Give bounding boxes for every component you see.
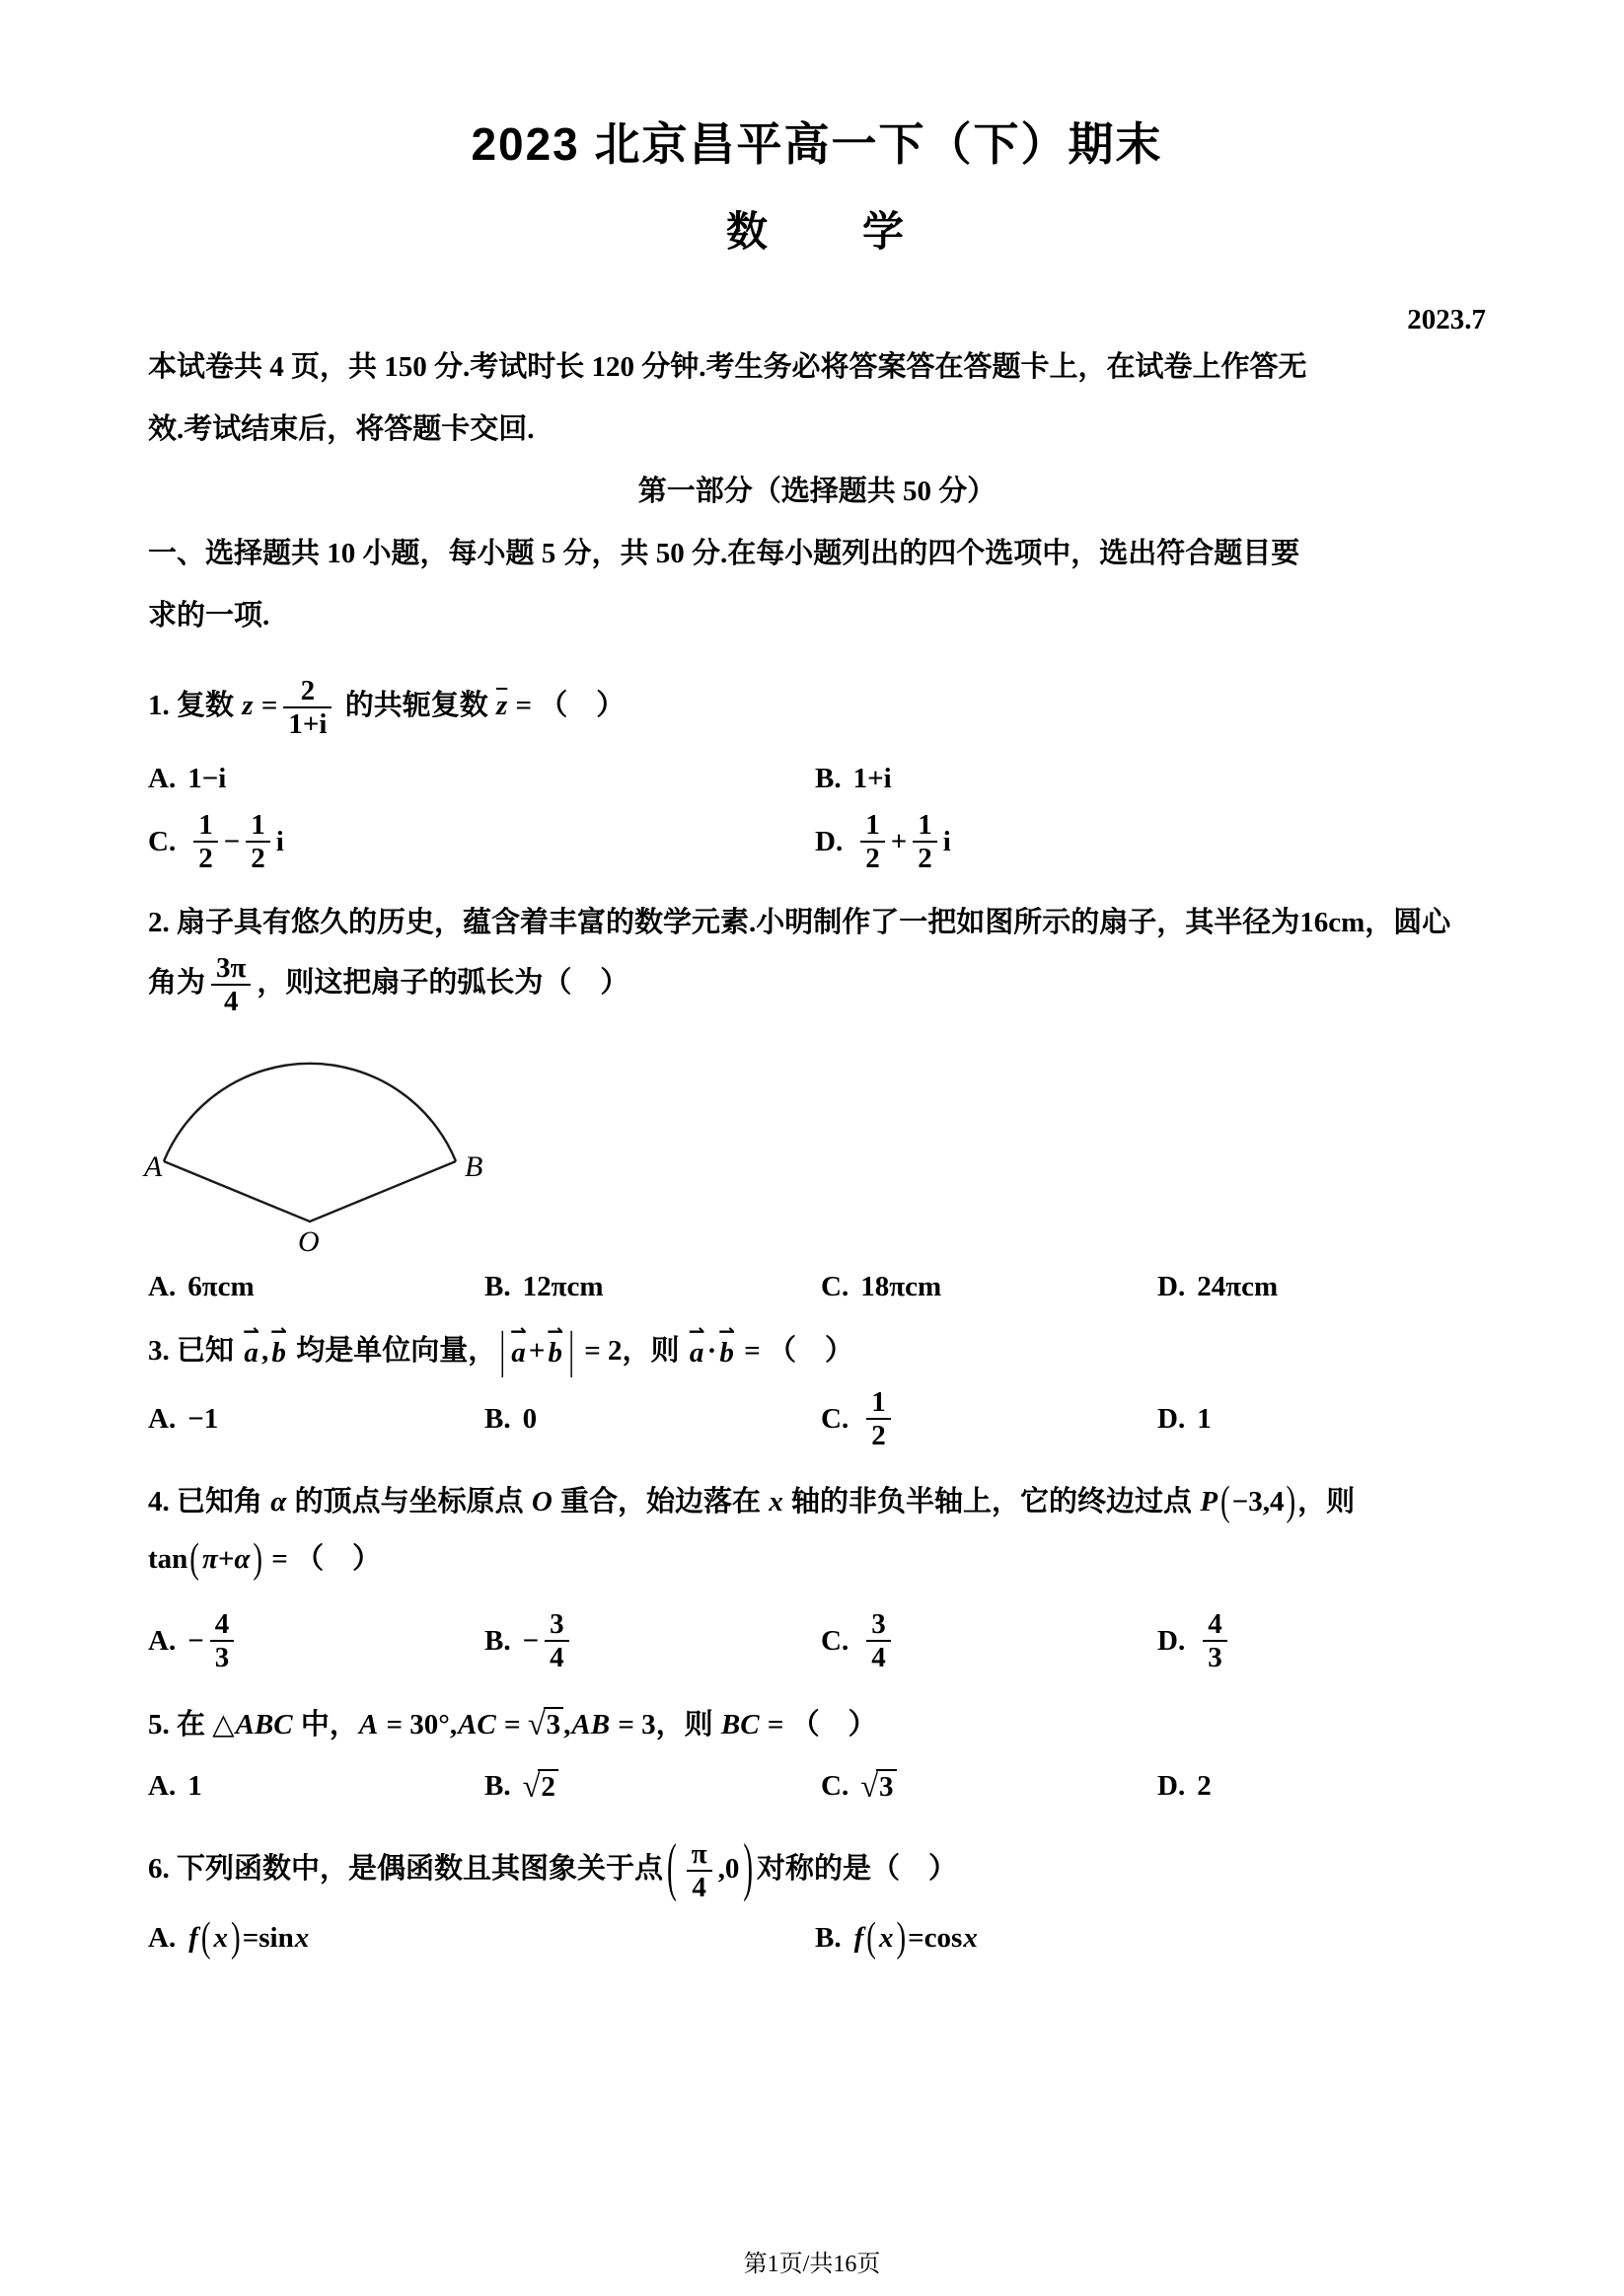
left-paren: ( [1220, 1478, 1230, 1524]
question-3-stem [148, 1318, 1486, 1379]
q5-option-b [484, 1768, 821, 1805]
math-var-x: x [294, 1921, 310, 1954]
q1-options-row-1 [148, 763, 1486, 795]
option-label: D. [1157, 1402, 1186, 1435]
option-value: 12πcm [522, 1270, 604, 1302]
q3-value: = 2 [584, 1334, 623, 1367]
q4-option-b [484, 1608, 821, 1674]
fraction-denominator: 2 [251, 843, 265, 875]
equals-sign: = [504, 1708, 521, 1741]
abs-bar: | [499, 1321, 506, 1379]
point-o-label: O [298, 1224, 320, 1255]
math-var-b: b [719, 1336, 734, 1369]
fan-sector-figure [142, 1046, 517, 1255]
option-label: D. [1157, 1624, 1186, 1657]
q5-text-1: 5. 在 [148, 1708, 213, 1741]
option-label: C. [821, 1769, 849, 1802]
option-value: 1−i [187, 762, 227, 794]
option-label: B. [815, 1921, 842, 1954]
plus-operator: + [528, 1334, 546, 1367]
radical-sign: √ [527, 1706, 546, 1742]
q1-option-c [148, 809, 815, 875]
math-var-z: z [242, 690, 254, 722]
option-label: C. [821, 1624, 849, 1657]
equals-sign: = [908, 1921, 924, 1954]
vector-arrow-icon: ⇀ [547, 1318, 564, 1343]
option-label: A. [148, 1769, 177, 1802]
vector-arrow-icon: ⇀ [688, 1318, 705, 1343]
fan-arc [164, 1064, 456, 1161]
plus-operator: + [890, 825, 908, 857]
fraction-denominator: 4 [692, 1872, 706, 1904]
option-label: D. [1157, 1270, 1186, 1302]
math-fraction [866, 1608, 891, 1674]
left-paren: ( [866, 1914, 876, 1961]
page-title: 2023 北京昌平高一下（下）期末 [471, 118, 1163, 170]
option-value: 24πcm [1197, 1270, 1279, 1302]
q6-text-2: 对称的是（ ） [757, 1852, 958, 1885]
cos-function: cos [923, 1921, 963, 1954]
q4-text-1: 4. 已知角 [148, 1485, 270, 1518]
part1-heading: 第一部分（选择题共 50 分） [637, 476, 997, 507]
fraction-denominator: 3 [214, 1642, 230, 1674]
fraction-numerator: 4 [1203, 1608, 1227, 1642]
fraction-denominator: 2 [871, 1420, 886, 1452]
abs-bar: | [568, 1321, 574, 1379]
q4-text-4: 轴的非负半轴上，它的终边过点 [783, 1485, 1200, 1518]
math-fraction [211, 952, 251, 1018]
option-label: B. [484, 1624, 511, 1657]
right-paren: ) [743, 1832, 753, 1904]
fraction-numerator: 3 [866, 1608, 891, 1642]
math-var-x: x [213, 1921, 229, 1954]
option-label: C. [821, 1270, 849, 1302]
option-label: C. [821, 1402, 849, 1435]
q2-option-b [484, 1271, 821, 1303]
q4-options-row [148, 1608, 1486, 1674]
q3-option-a [148, 1403, 484, 1436]
radical-sign: √ [860, 1768, 879, 1805]
fraction-denominator: 2 [198, 843, 213, 875]
option-label: B. [484, 1402, 511, 1435]
left-paren: ( [189, 1535, 199, 1582]
q3-option-b [484, 1403, 821, 1436]
q2-text-1: 角为 [148, 967, 206, 999]
point-coordinates: −3,4 [1231, 1485, 1285, 1518]
comma: , [563, 1708, 571, 1741]
radical-sign: √ [522, 1768, 541, 1805]
sin-function: sin [258, 1921, 294, 1954]
fraction-denominator: 4 [871, 1642, 886, 1674]
math-var-f: f [188, 1921, 198, 1954]
math-fraction [246, 809, 270, 875]
tan-function: tan [148, 1542, 188, 1575]
fraction-denominator: 4 [550, 1642, 564, 1674]
q5-answer-blank: = （ ） [767, 1708, 877, 1741]
math-fraction [1203, 1608, 1227, 1674]
q5-options-row [148, 1768, 1486, 1805]
right-paren: ) [231, 1914, 241, 1961]
option-label: D. [1157, 1769, 1186, 1802]
option-value: −1 [187, 1402, 219, 1435]
q1-option-d [815, 809, 951, 875]
right-paren: ) [253, 1535, 263, 1582]
fraction-numerator: π [687, 1838, 712, 1872]
exam-date: 2023.7 [1407, 304, 1486, 335]
q3-option-c [821, 1386, 1157, 1452]
vector-b [547, 1318, 564, 1369]
question-5-stem [148, 1704, 1486, 1744]
fraction-numerator: 3π [211, 952, 251, 986]
q1-options-row-2 [148, 809, 1486, 875]
section1-instruction-line-2: 求的一项. [148, 600, 270, 631]
math-fraction [687, 1838, 712, 1904]
math-var-ABC: ABC [235, 1708, 293, 1741]
option-label: B. [815, 762, 842, 794]
q6-options-row [148, 1914, 1486, 1961]
math-var-x: x [878, 1921, 894, 1954]
radicand: 3 [876, 1769, 897, 1803]
q3-answer-blank: = （ ） [744, 1334, 854, 1367]
question-1-stem [148, 675, 1486, 741]
option-label: A. [148, 1921, 177, 1954]
option-label: B. [484, 1769, 511, 1802]
q2-option-a [148, 1271, 484, 1303]
section1-instruction-line-1: 一、选择题共 10 小题，每小题 5 分，共 50 分.在每小题列出的四个选项中，选出符合题目要 [148, 538, 1300, 569]
q1-answer-blank: = （ ） [515, 690, 626, 722]
math-var-x: x [769, 1485, 783, 1518]
fraction-numerator: 3 [545, 1608, 569, 1642]
q5-angle-value: = 30°, [386, 1708, 458, 1741]
square-root [523, 1768, 558, 1805]
point-a-label: A [144, 1149, 163, 1183]
fraction-numerator: 1 [866, 1386, 891, 1420]
right-paren: ) [1286, 1478, 1296, 1524]
subject-title: 数 学 [725, 208, 908, 255]
equals-sign: = [260, 690, 278, 722]
fraction-numerator: 1 [193, 809, 218, 843]
square-root [527, 1706, 563, 1742]
question-4-stem-line-1 [148, 1478, 1486, 1524]
fraction-numerator: 1 [913, 809, 937, 843]
fan-radii [164, 1161, 456, 1222]
q5-text-3: ，则 [655, 1708, 720, 1741]
vector-arrow-icon: ⇀ [718, 1318, 735, 1343]
q3-text-3: ，则 [622, 1334, 687, 1367]
q5-AB-value: = 3 [618, 1708, 656, 1741]
math-fraction [866, 1386, 891, 1452]
math-var-a: a [244, 1336, 258, 1369]
q4-option-c [821, 1608, 1157, 1674]
math-var-x: x [963, 1921, 978, 1954]
q4-text-3: 重合，始边落在 [553, 1485, 769, 1518]
option-label: C. [148, 825, 177, 857]
math-fraction [283, 675, 332, 741]
q3-options-row [148, 1386, 1486, 1452]
intro-line-1: 本试卷共 4 页，共 150 分.考试时长 120 分钟.考生务必将答案答在答题卡上，在试卷上作答无 [148, 351, 1307, 383]
left-paren: ( [667, 1832, 677, 1904]
option-value: 0 [522, 1402, 538, 1435]
question-2-stem-line-2 [148, 952, 1486, 1018]
q1-text-1: 1. 复数 [148, 690, 242, 722]
question-2-stem-line-1: 2. 扇子具有悠久的历史，蕴含着丰富的数学元素.小明制作了一把如图所示的扇子，其半径为16cm，圆心 [148, 906, 1451, 938]
minus-operator: − [187, 1624, 204, 1657]
math-fraction [913, 809, 937, 875]
vector-arrow-icon: ⇀ [243, 1318, 260, 1343]
option-label: A. [148, 1270, 177, 1302]
math-var-a: a [511, 1336, 526, 1369]
math-fraction [210, 1608, 235, 1674]
vector-b [270, 1318, 288, 1369]
vector-arrow-icon: ⇀ [270, 1318, 288, 1343]
option-value: 1 [187, 1769, 202, 1802]
option-value: 18πcm [860, 1270, 942, 1302]
q4-option-a [148, 1608, 484, 1674]
square-root [860, 1768, 896, 1805]
math-var-BC: BC [720, 1708, 760, 1741]
vector-b [718, 1318, 735, 1369]
math-var-f: f [853, 1921, 864, 1954]
q1-text-2: 的共轭复数 [337, 690, 495, 722]
option-value: 1+i [852, 762, 892, 794]
vector-arrow-icon: ⇀ [510, 1318, 527, 1343]
fraction-numerator: 4 [210, 1608, 235, 1642]
math-var-A: A [358, 1708, 379, 1741]
option-value: 2 [1197, 1769, 1212, 1802]
tan-argument: π+α [201, 1542, 251, 1575]
math-var-b: b [271, 1336, 286, 1369]
radicand: 2 [538, 1769, 558, 1803]
fraction-denominator: 4 [223, 986, 239, 1018]
math-fraction [860, 809, 885, 875]
q3-option-d [1157, 1403, 1212, 1436]
q1-option-a [148, 763, 815, 795]
math-var-z-conjugate: $\overline{z}$ [495, 690, 508, 722]
q2-text-2: ，则这把扇子的弧长为（ ） [257, 967, 629, 999]
question-4-stem-line-2 [148, 1535, 1486, 1582]
q4-text-5: ，则 [1297, 1485, 1356, 1518]
q6-option-b [815, 1914, 979, 1961]
option-label: D. [815, 825, 844, 857]
math-var-a: a [689, 1336, 704, 1369]
q5-option-a [148, 1770, 484, 1803]
imaginary-unit: i [275, 825, 284, 857]
q5-text-2: 中， [293, 1708, 358, 1741]
fraction-denominator: 2 [865, 843, 880, 875]
option-label: A. [148, 1402, 177, 1435]
q3-text-1: 3. 已知 [148, 1334, 242, 1367]
math-var-alpha: α [270, 1485, 287, 1518]
math-var-P: P [1200, 1485, 1218, 1518]
fraction-numerator: 1 [246, 809, 270, 843]
vector-a [688, 1318, 705, 1369]
math-fraction [545, 1608, 569, 1674]
q5-option-c [821, 1768, 1157, 1805]
math-fraction [193, 809, 218, 875]
q6-point-second-coord: ,0 [717, 1852, 740, 1885]
comma: , [261, 1334, 269, 1367]
q3-text-2: 均是单位向量， [289, 1334, 497, 1367]
option-label: B. [484, 1270, 511, 1302]
page-number: 第1页/共16页 [743, 2252, 881, 2277]
fraction-denominator: 2 [918, 843, 932, 875]
q4-option-d [1157, 1608, 1233, 1674]
vector-a [243, 1318, 260, 1369]
q2-option-c [821, 1271, 1157, 1303]
question-6-stem [148, 1832, 1486, 1904]
math-var-AC: AC [458, 1708, 496, 1741]
q2-options-row [148, 1271, 1486, 1303]
option-label: A. [148, 762, 177, 794]
q4-answer-blank: = （ ） [271, 1542, 382, 1575]
intro-line-2: 效.考试结束后，将答题卡交回. [148, 413, 535, 445]
radicand: 3 [544, 1707, 564, 1741]
right-paren: ) [896, 1914, 907, 1961]
fraction-denominator: 1+i [288, 708, 328, 741]
triangle-symbol: △ [212, 1708, 235, 1741]
left-paren: ( [200, 1914, 211, 1961]
dot-operator: · [706, 1334, 717, 1367]
imaginary-unit: i [942, 825, 951, 857]
q2-option-d [1157, 1271, 1278, 1303]
option-value: 6πcm [187, 1270, 255, 1302]
q6-text-1: 6. 下列函数中，是偶函数且其图象关于点 [148, 1852, 664, 1885]
q6-option-a [148, 1914, 815, 1961]
equals-sign: = [242, 1921, 259, 1954]
vector-a [510, 1318, 527, 1369]
math-var-O: O [531, 1485, 553, 1518]
minus-operator: − [522, 1624, 540, 1657]
point-b-label: B [465, 1149, 483, 1183]
q1-option-b [815, 763, 892, 795]
fraction-denominator: 3 [1208, 1642, 1222, 1674]
option-value: 1 [1197, 1402, 1212, 1435]
q5-option-d [1157, 1770, 1212, 1803]
q4-text-2: 的顶点与坐标原点 [287, 1485, 531, 1518]
minus-operator: − [223, 825, 241, 857]
fraction-numerator: 1 [860, 809, 885, 843]
math-var-AB: AB [571, 1708, 611, 1741]
fraction-numerator: 2 [283, 675, 332, 708]
math-var-b: b [548, 1336, 563, 1369]
option-label: A. [148, 1624, 177, 1657]
